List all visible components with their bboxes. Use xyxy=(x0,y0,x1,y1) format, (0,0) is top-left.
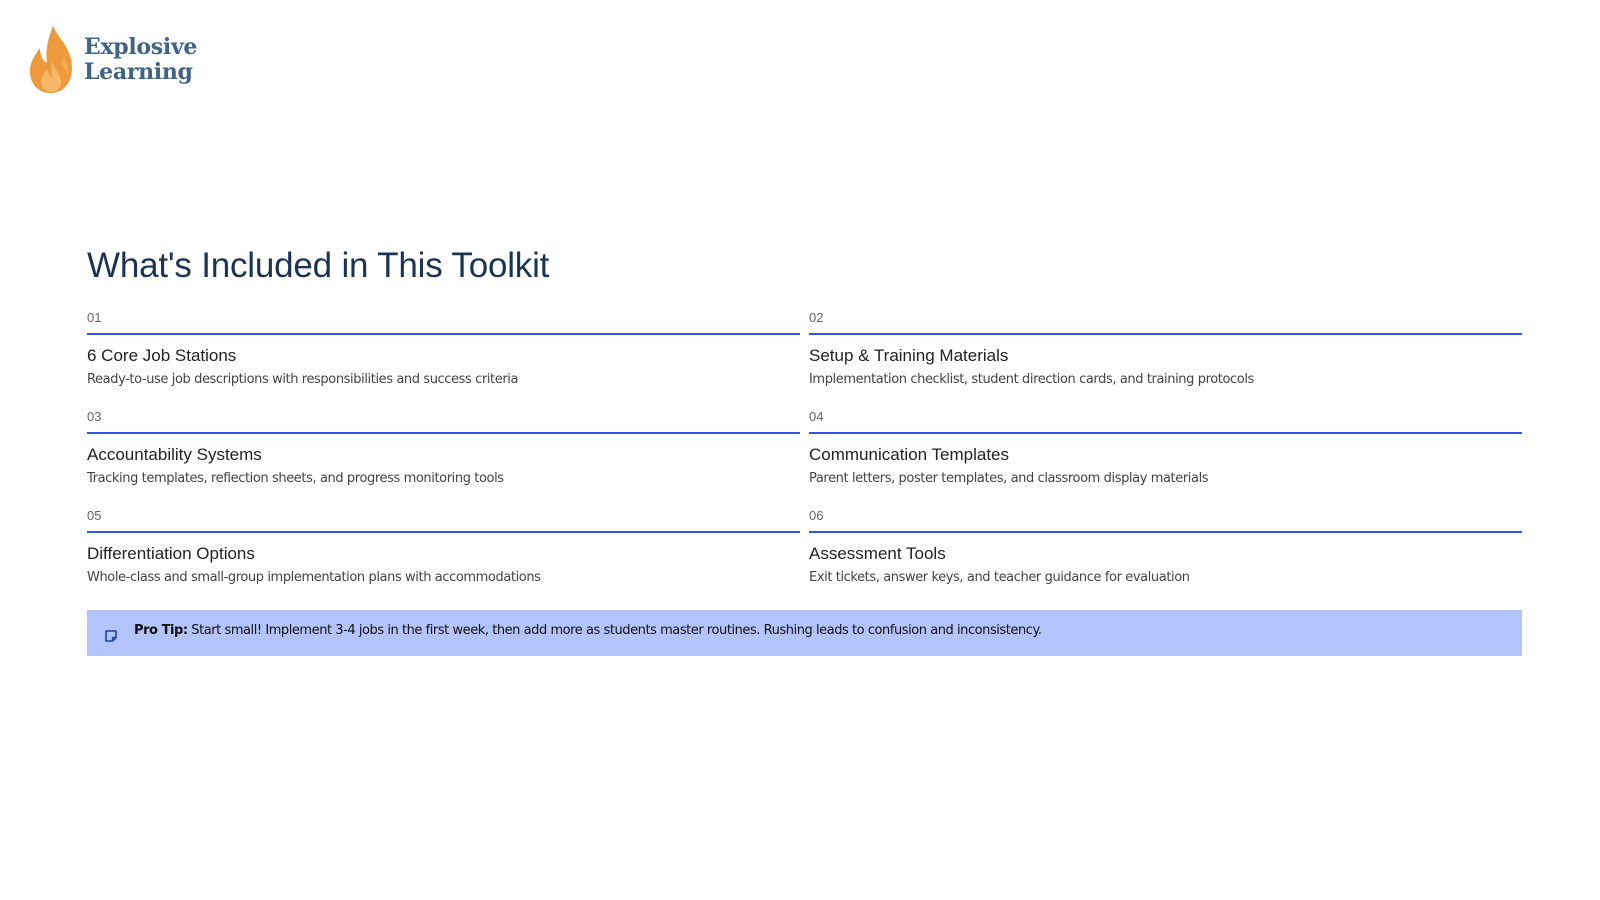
pro-tip-body: Start small! Implement 3-4 jobs in the first week, then add more as students master routines. Rushing leads to confusion and inconsistency. xyxy=(187,622,1042,638)
item-title: Assessment Tools xyxy=(809,544,946,563)
pro-tip-callout xyxy=(87,610,1522,656)
item-divider xyxy=(809,432,1522,434)
item-divider xyxy=(809,531,1522,533)
toolkit-item xyxy=(87,310,800,409)
item-number: 05 xyxy=(87,508,102,523)
item-divider xyxy=(87,432,800,434)
logo-wordmark xyxy=(84,35,197,85)
logo xyxy=(28,26,197,94)
item-number: 01 xyxy=(87,310,102,325)
item-description: Whole-class and small-group implementation plans with accommodations xyxy=(87,570,541,585)
item-description: Exit tickets, answer keys, and teacher guidance for evaluation xyxy=(809,570,1190,585)
item-description: Tracking templates, reflection sheets, and progress monitoring tools xyxy=(87,471,504,486)
toolkit-item xyxy=(809,409,1522,508)
toolkit-item xyxy=(809,508,1522,607)
logo-line-1: Explosive xyxy=(84,34,198,60)
item-number: 06 xyxy=(809,508,824,523)
toolkit-items-grid xyxy=(87,310,1522,607)
page-title: What's Included in This Toolkit xyxy=(87,246,550,285)
flame-icon xyxy=(28,26,74,94)
item-title: Accountability Systems xyxy=(87,445,262,464)
item-title: Setup & Training Materials xyxy=(809,346,1009,365)
pro-tip-label: Pro Tip: xyxy=(134,622,188,638)
item-divider xyxy=(87,333,800,335)
item-number: 02 xyxy=(809,310,824,325)
item-divider xyxy=(809,333,1522,335)
item-title: 6 Core Job Stations xyxy=(87,346,237,365)
toolkit-item xyxy=(87,409,800,508)
item-description: Implementation checklist, student direction cards, and training protocols xyxy=(809,372,1254,387)
item-number: 03 xyxy=(87,409,102,424)
item-number: 04 xyxy=(809,409,824,424)
sticky-note-icon xyxy=(104,629,118,643)
item-description: Ready-to-use job descriptions with responsibilities and success criteria xyxy=(87,372,519,387)
item-title: Communication Templates xyxy=(809,445,1009,464)
item-description: Parent letters, poster templates, and classroom display materials xyxy=(809,471,1209,486)
toolkit-item xyxy=(809,310,1522,409)
pro-tip-text xyxy=(134,623,1042,638)
item-title: Differentiation Options xyxy=(87,544,255,563)
logo-line-2: Learning xyxy=(84,59,193,85)
item-divider xyxy=(87,531,800,533)
toolkit-item xyxy=(87,508,800,607)
